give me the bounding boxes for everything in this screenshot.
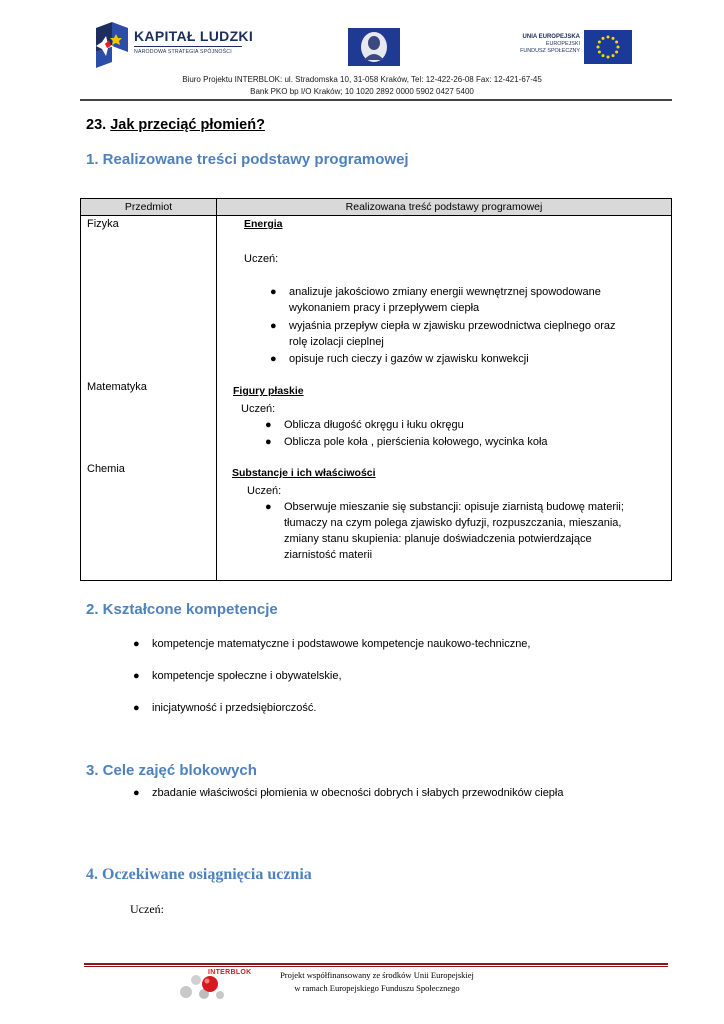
list-item [265, 499, 624, 563]
competence-item-1: kompetencje matematyczne i podstawowe kompetencje naukowo-techniczne, [152, 638, 531, 650]
chemia-item-line-2: tłumaczy na czym polega zjawisko dyfuzji, rozpuszczania, mieszania, [284, 517, 622, 529]
interblok-logo [174, 968, 250, 1002]
kapital-ludzki-rule [134, 46, 242, 47]
list-item [133, 636, 531, 652]
eu-line-1: UNIA EUROPEJSKA [522, 34, 580, 40]
footer-divider-thin [84, 966, 668, 967]
fizyka-item-1-line-1: analizuje jakościowo zmiany energii wewnętrznej spowodowane [289, 286, 601, 298]
bullet-icon: ● [133, 787, 140, 799]
topic-energia: Energia [244, 218, 283, 230]
topic-substancje: Substancje i ich właściwości [232, 467, 376, 479]
bullet-icon: ● [270, 353, 277, 365]
section-4-heading: 4. Oczekiwane osiągnięcia ucznia [86, 866, 312, 883]
list-item [133, 700, 317, 716]
subject-matematyka: Matematyka [87, 381, 147, 393]
eu-fund-text [500, 34, 580, 55]
table-header-content: Realizowana treść podstawy programowej [345, 201, 543, 213]
table-header-subject: Przedmiot [124, 201, 173, 213]
header-divider [80, 99, 672, 101]
page-title [86, 117, 265, 133]
topic-figury-plaskie: Figury płaskie [233, 385, 304, 397]
section-1-heading: 1. Realizowane treści podstawy programowej [86, 151, 409, 168]
kapital-ludzki-emblem-icon [92, 22, 132, 70]
title-text: Jak przeciąć płomień? [110, 117, 265, 133]
fizyka-item-1-line-2: wykonaniem pracy i przepływem ciepła [289, 302, 480, 314]
school-emblem-logo [348, 28, 400, 66]
section-2-heading: 2. Kształcone kompetencje [86, 601, 278, 618]
list-item [265, 434, 548, 450]
list-item [270, 318, 616, 350]
address-line-2: Bank PKO bp I/O Kraków; 10 1020 2892 0000 5902 0427 5400 [250, 87, 474, 96]
section-3-heading: 3. Cele zajęć blokowych [86, 762, 257, 779]
fizyka-item-3-line-1: opisuje ruch cieczy i gazów w zjawisku konwekcji [289, 353, 529, 365]
list-item [133, 668, 342, 684]
competence-item-2: kompetencje społeczne i obywatelskie, [152, 670, 342, 682]
fizyka-item-2-line-1: wyjaśnia przepływ ciepła w zjawisku przewodnictwa cieplnego oraz [289, 320, 616, 332]
footer-text [252, 969, 502, 995]
footer-divider [84, 963, 668, 965]
bullet-icon: ● [265, 419, 272, 431]
bullet-icon: ● [270, 286, 277, 298]
bullet-icon: ● [133, 638, 140, 650]
bullet-icon: ● [265, 501, 272, 513]
eu-line-2: EUROPEJSKI [545, 41, 580, 47]
chemia-item-line-3: zmiany stanu skupienia: planuje doświadczenia potwierdzające [284, 533, 592, 545]
fizyka-item-2-line-2: rolę izolacji cieplnej [289, 336, 384, 348]
list-item [270, 284, 601, 316]
eu-fund-logo [510, 30, 632, 66]
footer-line-2: w ramach Europejskiego Funduszu Społecznego [294, 983, 460, 993]
bullet-icon: ● [133, 670, 140, 682]
matematyka-item-1: Oblicza długość okręgu i łuku okręgu [284, 419, 464, 431]
chemia-pupil-label: Uczeń: [247, 485, 282, 497]
bullet-icon: ● [270, 320, 277, 332]
title-number: 23. [86, 117, 107, 133]
table-header-row [81, 199, 671, 216]
subject-chemia: Chemia [87, 463, 125, 475]
list-item [270, 351, 529, 367]
chemia-item-line-1: Obserwuje mieszanie się substancji: opisuje ziarnistą budowę materii; [284, 501, 624, 513]
subject-fizyka: Fizyka [87, 218, 119, 230]
matematyka-item-2: Oblicza pole koła , pierścienia kołowego, wycinka koła [284, 436, 548, 448]
eu-flag-icon [584, 30, 632, 64]
address-line-1: Biuro Projektu INTERBLOK: ul. Stradomska 10, 31-058 Kraków, Tel: 12-422-26-08 Fax: 12-421-67-45 [182, 75, 542, 84]
kapital-ludzki-logo [92, 22, 254, 70]
interblok-logo-text: INTERBLOK [208, 969, 252, 976]
fizyka-pupil-label: Uczeń: [244, 253, 279, 265]
goal-item-1: zbadanie właściwości płomienia w obecności dobrych i słabych przewodników ciepła [152, 787, 564, 799]
header-address [0, 74, 724, 98]
matematyka-pupil-label: Uczeń: [241, 403, 276, 415]
kapital-ludzki-title: KAPITAŁ LUDZKI [134, 28, 254, 44]
curriculum-table [80, 198, 672, 581]
section-4-pupil-label: Uczeń: [130, 902, 164, 916]
portrait-emblem-icon [348, 28, 400, 66]
table-column-divider [216, 199, 217, 580]
bullet-icon: ● [265, 436, 272, 448]
competence-item-3: inicjatywność i przedsiębiorczość. [152, 702, 317, 714]
chemia-item-line-4: ziarnistość materii [284, 549, 373, 561]
list-item [133, 785, 564, 801]
list-item [265, 417, 464, 433]
kapital-ludzki-subtitle: NARODOWA STRATEGIA SPÓJNOŚCI [134, 49, 232, 55]
footer-line-1: Projekt współfinansowany ze środków Unii Europejskiej [280, 970, 474, 980]
eu-line-3: FUNDUSZ SPOŁECZNY [520, 48, 580, 54]
bullet-icon: ● [133, 702, 140, 714]
